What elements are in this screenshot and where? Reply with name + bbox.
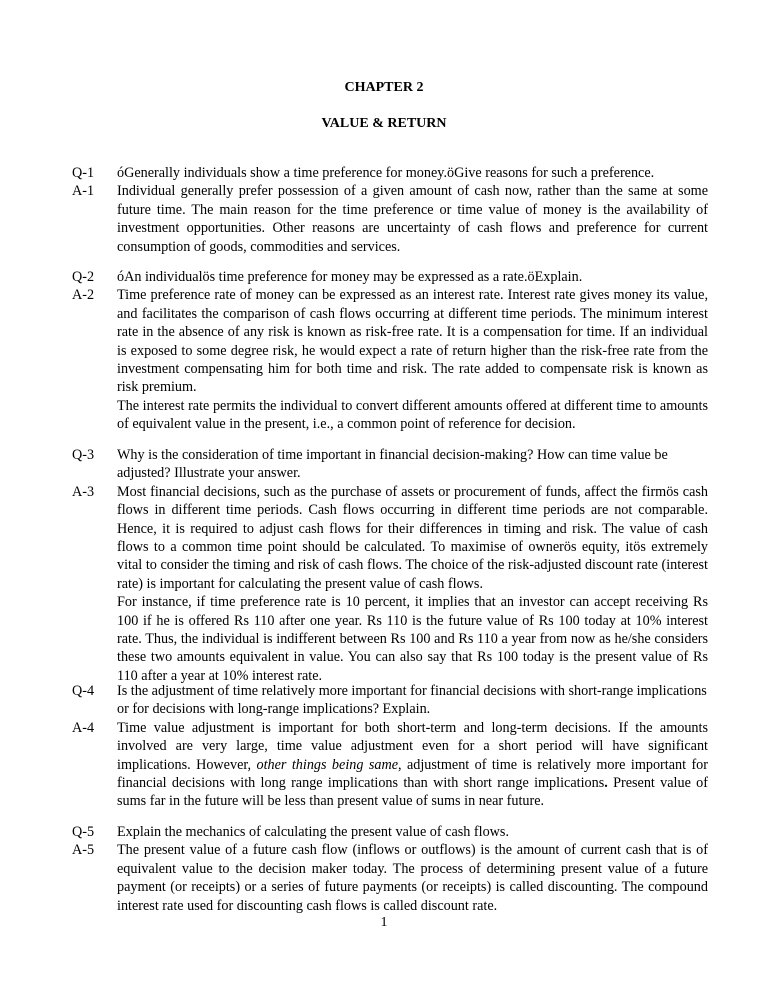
qa-block-3 xyxy=(72,446,708,685)
answer-row xyxy=(72,483,708,685)
answer-row xyxy=(72,286,708,433)
question-row xyxy=(72,682,708,719)
qa-block-5 xyxy=(72,823,708,915)
answer-text xyxy=(117,841,708,915)
answer-paragraph: Most financial decisions, such as the purchase of assets or procurement of funds, affect the firmös cash flows in different time periods. Cash flows occurring in different time periods are not comparable. Hence, it is required to adjust cash flows for their differences in timing and risk. The value of cash flows to a common time point should be calculated. To maximise of ownerös equity, itös extremely vital to consider the timing and risk of cash flows. The choice of the risk-adjusted discount rate (interest rate) is important for calculating the present value of cash flows. xyxy=(117,483,708,592)
question-label: Q-4 xyxy=(72,683,95,699)
answer-paragraph: The present value of a future cash flow (inflows or outflows) is the amount of current cash that is of equivalent value to the decision maker today. The process of determining present value of a future payment (or receipts) or a series of future payments (or receipts) is called discounting. The compound interest rate used for discounting cash flows is called discount rate. xyxy=(117,842,708,914)
page-number: 1 xyxy=(380,915,388,930)
answer-label: A-2 xyxy=(72,287,95,304)
question-label: Q-5 xyxy=(72,824,95,840)
answer-label: A-5 xyxy=(72,842,95,859)
answer-paragraph: Time preference rate of money can be expressed as an interest rate. Interest rate gives money its value, and facilitates the comparison of cash flows occurring at different time periods. The minimum interest rate in the absence of any risk is known as risk-free rate. It is a compensation for time. If an individual is exposed to some degree risk, he would expect a rate of return higher than the risk-free rate from the investment compensating him for both time and risk. The rate added to compensate risk is known as risk premium. xyxy=(117,287,708,396)
qa-block-2 xyxy=(72,268,708,434)
answer-paragraph: For instance, if time preference rate is 10 percent, it implies that an investor can accept receiving Rs 100 if he is offered Rs 110 after one year. Rs 110 is the future value of Rs 100 today at 10% interest rate. Thus, the individual is indifferent between Rs 100 and Rs 110 a year from now as he/she considers these two amounts equivalent in value. You can also say that Rs 100 today is the present value of Rs 110 after a year at 10% interest rate. xyxy=(117,594,708,684)
answer-paragraph xyxy=(117,719,708,811)
question-row xyxy=(72,164,708,182)
answer-emphasis: other things being same xyxy=(256,756,399,773)
question-row xyxy=(72,823,708,841)
question-label: Q-3 xyxy=(72,447,95,463)
answer-run: Present value of sums far in the future will be less than present value of sums in near future. xyxy=(117,775,708,810)
qa-block-4 xyxy=(72,682,708,811)
answer-text xyxy=(117,483,708,685)
chapter-title: VALUE & RETURN xyxy=(321,116,447,131)
answer-row xyxy=(72,841,708,915)
question-text: óAn individualös time preference for money may be expressed as a rate.öExplain. xyxy=(117,269,583,285)
question-text: óGenerally individuals show a time preference for money.öGive reasons for such a preference. xyxy=(117,165,655,181)
question-text: Is the adjustment of time relatively more important for financial decisions with short-range implications or for decisions with long-range implications? Explain. xyxy=(117,683,707,718)
question-text: Explain the mechanics of calculating the present value of cash flows. xyxy=(117,824,509,840)
answer-label: A-4 xyxy=(72,719,95,736)
chapter-heading: CHAPTER 2 xyxy=(344,80,424,95)
question-label: Q-1 xyxy=(72,165,95,181)
question-row xyxy=(72,268,708,286)
answer-run: , adjustment of time is relatively more important for financial decisions with long range implications than with short range implications xyxy=(117,756,708,792)
answer-row xyxy=(72,719,708,811)
question-row xyxy=(72,446,708,483)
answer-bold-period: . xyxy=(604,775,608,792)
qa-block-1 xyxy=(72,164,708,256)
question-text: Why is the consideration of time important in financial decision-making? How can time value be adjusted? Illustrate your answer. xyxy=(117,447,668,482)
question-label: Q-2 xyxy=(72,269,95,285)
answer-paragraph: Individual generally prefer possession of a given amount of cash now, rather than the same at some future time. The main reason for the time preference or time value of money is the availability of investment opportunities. Other reasons are uncertainty of cash flows and preference for current consumption of goods, commodities and services. xyxy=(117,183,708,255)
answer-text xyxy=(117,286,708,433)
answer-label: A-3 xyxy=(72,483,95,500)
answer-paragraph: The interest rate permits the individual to convert different amounts offered at different time to amounts of equivalent value in the present, i.e., a common point of reference for decision. xyxy=(117,397,708,433)
answer-text xyxy=(117,182,708,256)
answer-run: Time value adjustment is important for both short-term and long-term decisions. If the amounts involved are very large, time value adjustment even for a short period will have significant implications. However, xyxy=(117,719,708,773)
answer-label: A-1 xyxy=(72,183,95,200)
answer-text xyxy=(117,719,708,811)
answer-row xyxy=(72,182,708,256)
